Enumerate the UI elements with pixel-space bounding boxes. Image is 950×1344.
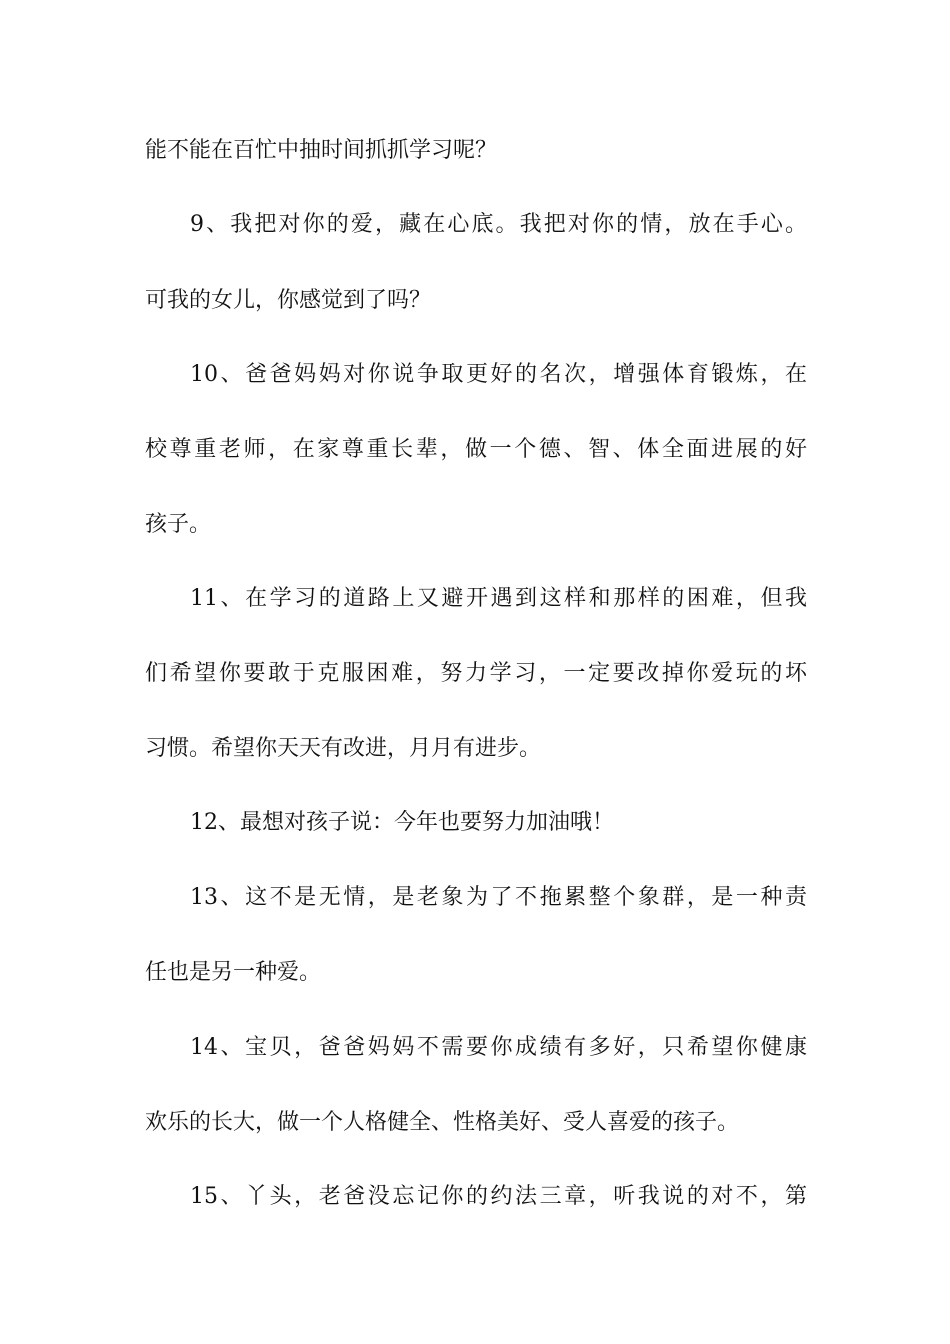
text-line: 可我的女儿，你感觉到了吗？ bbox=[145, 288, 432, 313]
text-line: 10、爸爸妈妈对你说争取更好的名次，增强体育锻炼，在 bbox=[190, 362, 807, 387]
text-line: 15、丫头，老爸没忘记你的约法三章，听我说的对不，第 bbox=[190, 1184, 807, 1209]
text-line: 任也是另一种爱。 bbox=[145, 960, 322, 985]
text-line: 11、在学习的道路上又避开遇到这样和那样的困难，但我 bbox=[190, 586, 807, 611]
text-line: 们希望你要敢于克服困难，努力学习，一定要改掉你爱玩的坏 bbox=[145, 661, 807, 686]
text-line: 习惯。希望你天天有改进，月月有进步。 bbox=[145, 736, 542, 761]
text-line: 14、宝贝，爸爸妈妈不需要你成绩有多好，只希望你健康 bbox=[190, 1035, 807, 1060]
text-line: 欢乐的长大，做一个人格健全、性格美好、受人喜爱的孩子。 bbox=[145, 1110, 740, 1135]
text-line: 12、最想对孩子说：今年也要努力加油哦！ bbox=[190, 810, 614, 835]
text-line: 13、这不是无情，是老象为了不拖累整个象群，是一种责 bbox=[190, 885, 807, 910]
text-line: 校尊重老师，在家尊重长辈，做一个德、智、体全面进展的好 bbox=[145, 437, 807, 462]
text-line: 能不能在百忙中抽时间抓抓学习呢？ bbox=[145, 138, 498, 163]
text-line: 9、我把对你的爱，藏在心底。我把对你的情，放在手心。 bbox=[190, 212, 807, 237]
text-line: 孩子。 bbox=[145, 512, 212, 537]
